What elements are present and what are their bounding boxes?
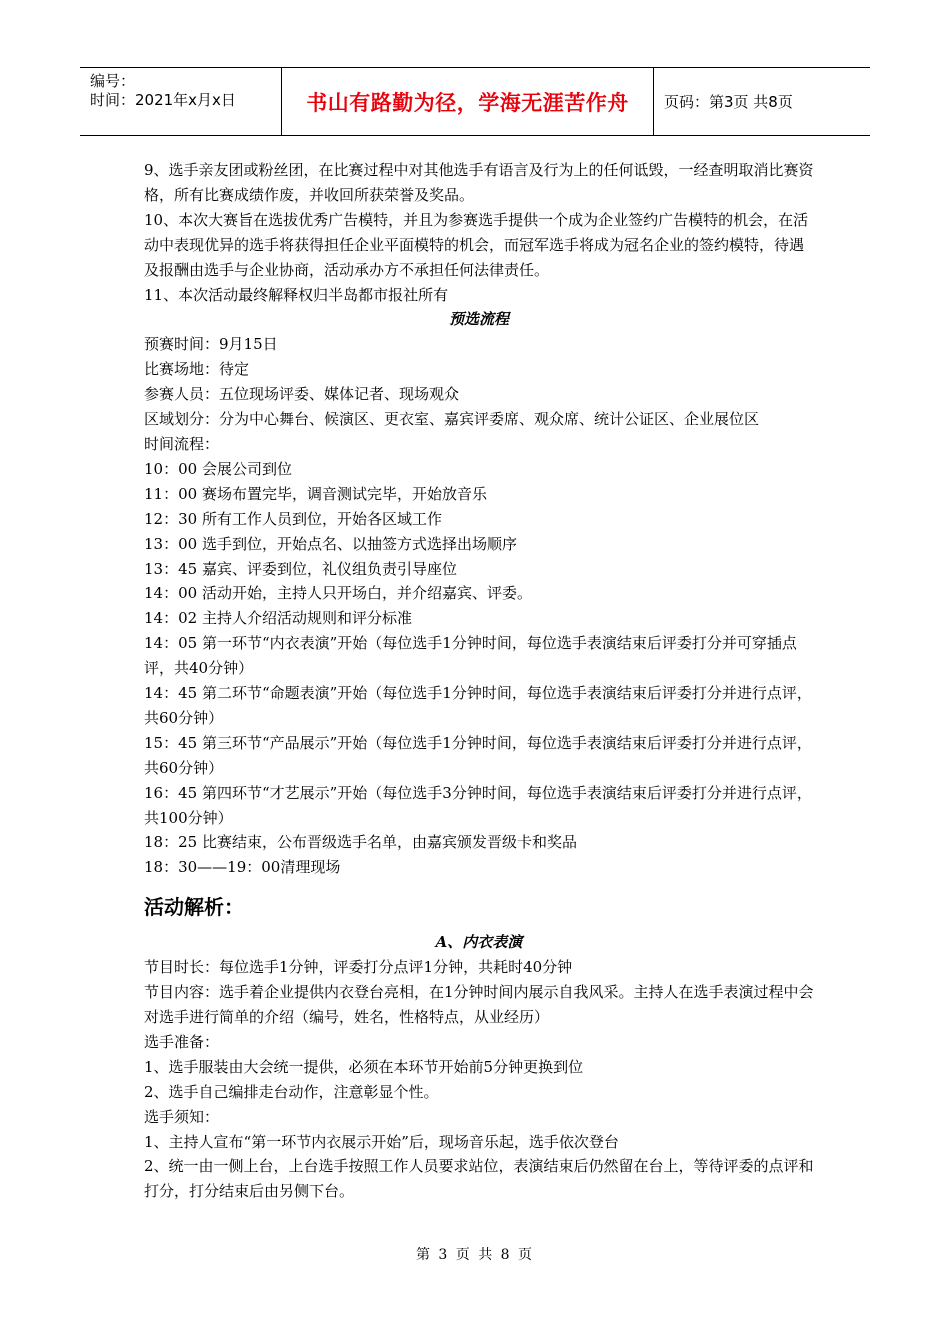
schedule-item: 14：45 第二环节“命题表演”开始（每位选手1分钟时间，每位选手表演结束后评委打分并进行点评，共60分钟） [144, 684, 812, 727]
document-number-label: 编号： [90, 72, 136, 90]
header-page-info: 页码：第3页 共8页 [664, 93, 793, 111]
analysis-line: 1、选手服装由大会统一提供，必须在本环节开始前5分钟更换到位 [144, 1057, 584, 1076]
analysis-line: 节目时长：每位选手1分钟，评委打分点评1分钟，共耗时40分钟 [144, 958, 573, 977]
document-date: 时间：2021年x月x日 [90, 91, 236, 109]
analysis-line: 选手须知： [144, 1107, 220, 1126]
schedule-item: 14：05 第一环节“内衣表演”开始（每位选手1分钟时间，每位选手表演结束后评委打分并可穿插点评，共40分钟） [144, 634, 797, 678]
schedule-item: 18：25 比赛结束，公布晋级选手名单，由嘉宾颁发晋级卡和奖品 [144, 833, 577, 852]
analysis-line: 2、统一由一侧上台，上台选手按照工作人员要求站位，表演结束后仍然留在台上，等待评委的点评和打分，打分结束后由另侧下台。 [144, 1157, 814, 1201]
page-header [80, 67, 870, 136]
analysis-heading: 活动解析： [144, 895, 244, 920]
schedule-item: 11：00 赛场布置完毕，调音测试完毕，开始放音乐 [144, 484, 487, 503]
analysis-line: 2、选手自己编排走台动作，注意彰显个性。 [144, 1082, 439, 1101]
header-motto: 书山有路勤为径，学海无涯苦作舟 [306, 90, 629, 115]
info-line: 区域划分：分为中心舞台、候演区、更衣室、嘉宾评委席、观众席、统计公证区、企业展位区 [144, 410, 760, 429]
rule-paragraph: 9、选手亲友团或粉丝团，在比赛过程中对其他选手有语言及行为上的任何诋毁，一经查明取消比赛资格，所有比赛成绩作废，并收回所获荣誉及奖品。 [144, 161, 814, 204]
info-line: 时间流程： [144, 434, 220, 453]
page-footer: 第 3 页 共 8 页 [415, 1247, 535, 1263]
schedule-item: 13：45 嘉宾、评委到位，礼仪组负责引导座位 [144, 559, 457, 578]
analysis-line: 选手准备： [144, 1032, 220, 1051]
rule-paragraph: 11、本次活动最终解释权归半岛都市报社所有 [144, 285, 449, 304]
info-line: 比赛场地：待定 [144, 360, 250, 379]
header-divider [653, 68, 654, 135]
schedule-item: 18：30——19：00清理现场 [144, 858, 341, 877]
schedule-item: 13：00 选手到位，开始点名、以抽签方式选择出场顺序 [144, 534, 517, 553]
header-meta [90, 72, 280, 110]
schedule-item: 14：00 活动开始，主持人只开场白，并介绍嘉宾、评委。 [144, 584, 532, 603]
info-line: 参赛人员：五位现场评委、媒体记者、现场观众 [144, 385, 460, 404]
rule-paragraph: 10、本次大赛旨在选拔优秀广告模特，并且为参赛选手提供一个成为企业签约广告模特的机会，在活动中表现优异的选手将获得担任企业平面模特的机会，而冠军选手将成为冠名企业的签约模特，待遇及报酬由选手与企业协商，活动承办方不承担任何法律责任。 [144, 210, 809, 279]
analysis-line: 节目内容：选手着企业提供内衣登台亮相，在1分钟时间内展示自我风采。主持人在选手表演过程中会对选手进行简单的介绍（编号，姓名，性格特点，从业经历） [144, 983, 814, 1026]
preselection-title: 预选流程 [448, 310, 509, 329]
analysis-line: 1、主持人宣布“第一环节内衣展示开始”后，现场音乐起，选手依次登台 [144, 1132, 619, 1151]
schedule-item: 12：30 所有工作人员到位，开始各区域工作 [144, 509, 442, 528]
document-body [144, 158, 814, 1204]
info-line: 预赛时间：9月15日 [144, 335, 278, 354]
schedule-item: 14：02 主持人介绍活动规则和评分标准 [144, 609, 412, 628]
analysis-subtitle: A、内衣表演 [435, 933, 523, 952]
schedule-item: 16：45 第四环节“才艺展示”开始（每位选手3分钟时间，每位选手表演结束后评委打分并进行点评，共100分钟） [144, 783, 812, 827]
schedule-item: 10：00 会展公司到位 [144, 459, 292, 478]
schedule-item: 15：45 第三环节“产品展示”开始（每位选手1分钟时间，每位选手表演结束后评委打分并进行点评，共60分钟） [144, 733, 812, 777]
